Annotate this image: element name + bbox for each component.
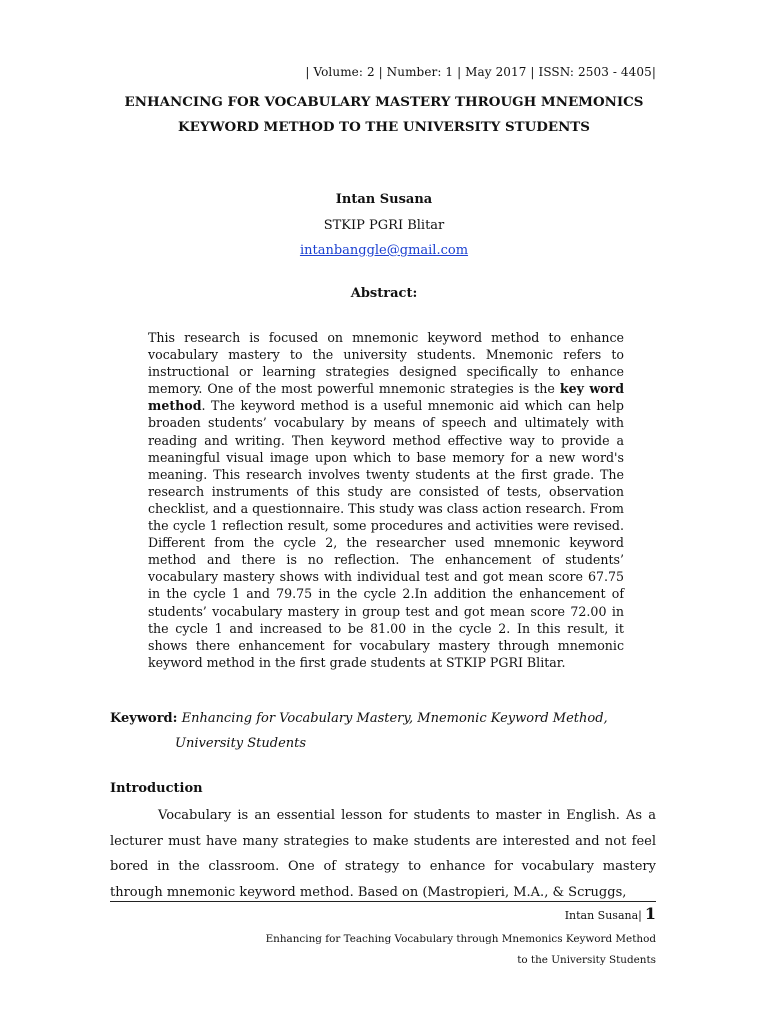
- author-name: Intan Susana: [335, 192, 433, 207]
- abstract-part1: This research is focused on mnemonic keyword method to enhance vocabulary mastery to the university students. Mnemonic refers to instructional or learning strategies designed specifically to enhance memory. One of the most powerful mnemonic strategies is the: [148, 330, 624, 397]
- abstract-text: [148, 329, 624, 671]
- keyword-line2: University Students: [175, 736, 307, 751]
- abstract-heading: Abstract:: [350, 286, 418, 301]
- keyword-label: Keyword:: [110, 711, 178, 726]
- introduction-heading: Introduction: [110, 781, 203, 796]
- abstract-bold-term: key word method: [148, 381, 625, 414]
- author-affiliation: STKIP PGRI Blitar: [323, 218, 445, 233]
- article-title: ENHANCING FOR VOCABULARY MASTERY THROUGH MNEMONICS KEYWORD METHOD TO THE UNIVERSITY STUDENTS: [124, 94, 644, 135]
- journal-info: | Volume: 2 | Number: 1 | May 2017 | ISSN: 2503 - 4405|: [305, 65, 656, 79]
- abstract-part2: . The keyword method is a useful mnemonic aid which can help broaden students’ vocabulary by means of speech and ultimately with reading and writing. Then keyword method effective way to provide a meaningful visual image upon which to base memory for a new word's meaning. This research involves twenty students at the first grade. The research instruments of this study are consisted of tests, observation checklist, and a questionnaire. This study was class action research. From the cycle 1 reflection result, some procedures and activities were revised. Different from the cycle 2, the researcher used mnemonic keyword method and there is no reflection. The enhancement of students’ vocabulary mastery shows with individual test and got mean score 67.75 in the cycle 1 and 79.75 in the cycle 2.In addition the enhancement of students’ vocabulary mastery in group test and got mean score 72.00 in the cycle 1 and increased to be 81.00 in the cycle 2. In this result, it shows there enhancement for vocabulary mastery through mnemonic keyword method in the first grade students at STKIP PGRI Blitar.: [148, 398, 624, 670]
- running-title-line2: to the University Students: [517, 954, 656, 966]
- introduction-body: [110, 803, 656, 905]
- running-title-line1: Enhancing for Teaching Vocabulary through Mnemonics Keyword Method: [265, 933, 656, 945]
- keywords: [110, 706, 670, 756]
- footer-divider: [110, 901, 656, 902]
- email-link[interactable]: intanbanggle@gmail.com: [299, 243, 469, 258]
- footer-page-label: [565, 904, 656, 923]
- author-email: [0, 243, 768, 258]
- introduction-text: Vocabulary is an essential lesson for students to master in English. As a lecturer must have many strategies to make students are interested and not feel bored in the classroom. One of strategy to enhance for vocabulary mastery through mnemonic keyword method. Based on (Mastropieri, M.A., & Scruggs,: [110, 808, 656, 900]
- footer-author: Intan Susana|: [564, 909, 642, 922]
- keyword-line1: Enhancing for Vocabulary Mastery, Mnemonic Keyword Method,: [181, 711, 608, 726]
- page-number: 1: [644, 904, 656, 923]
